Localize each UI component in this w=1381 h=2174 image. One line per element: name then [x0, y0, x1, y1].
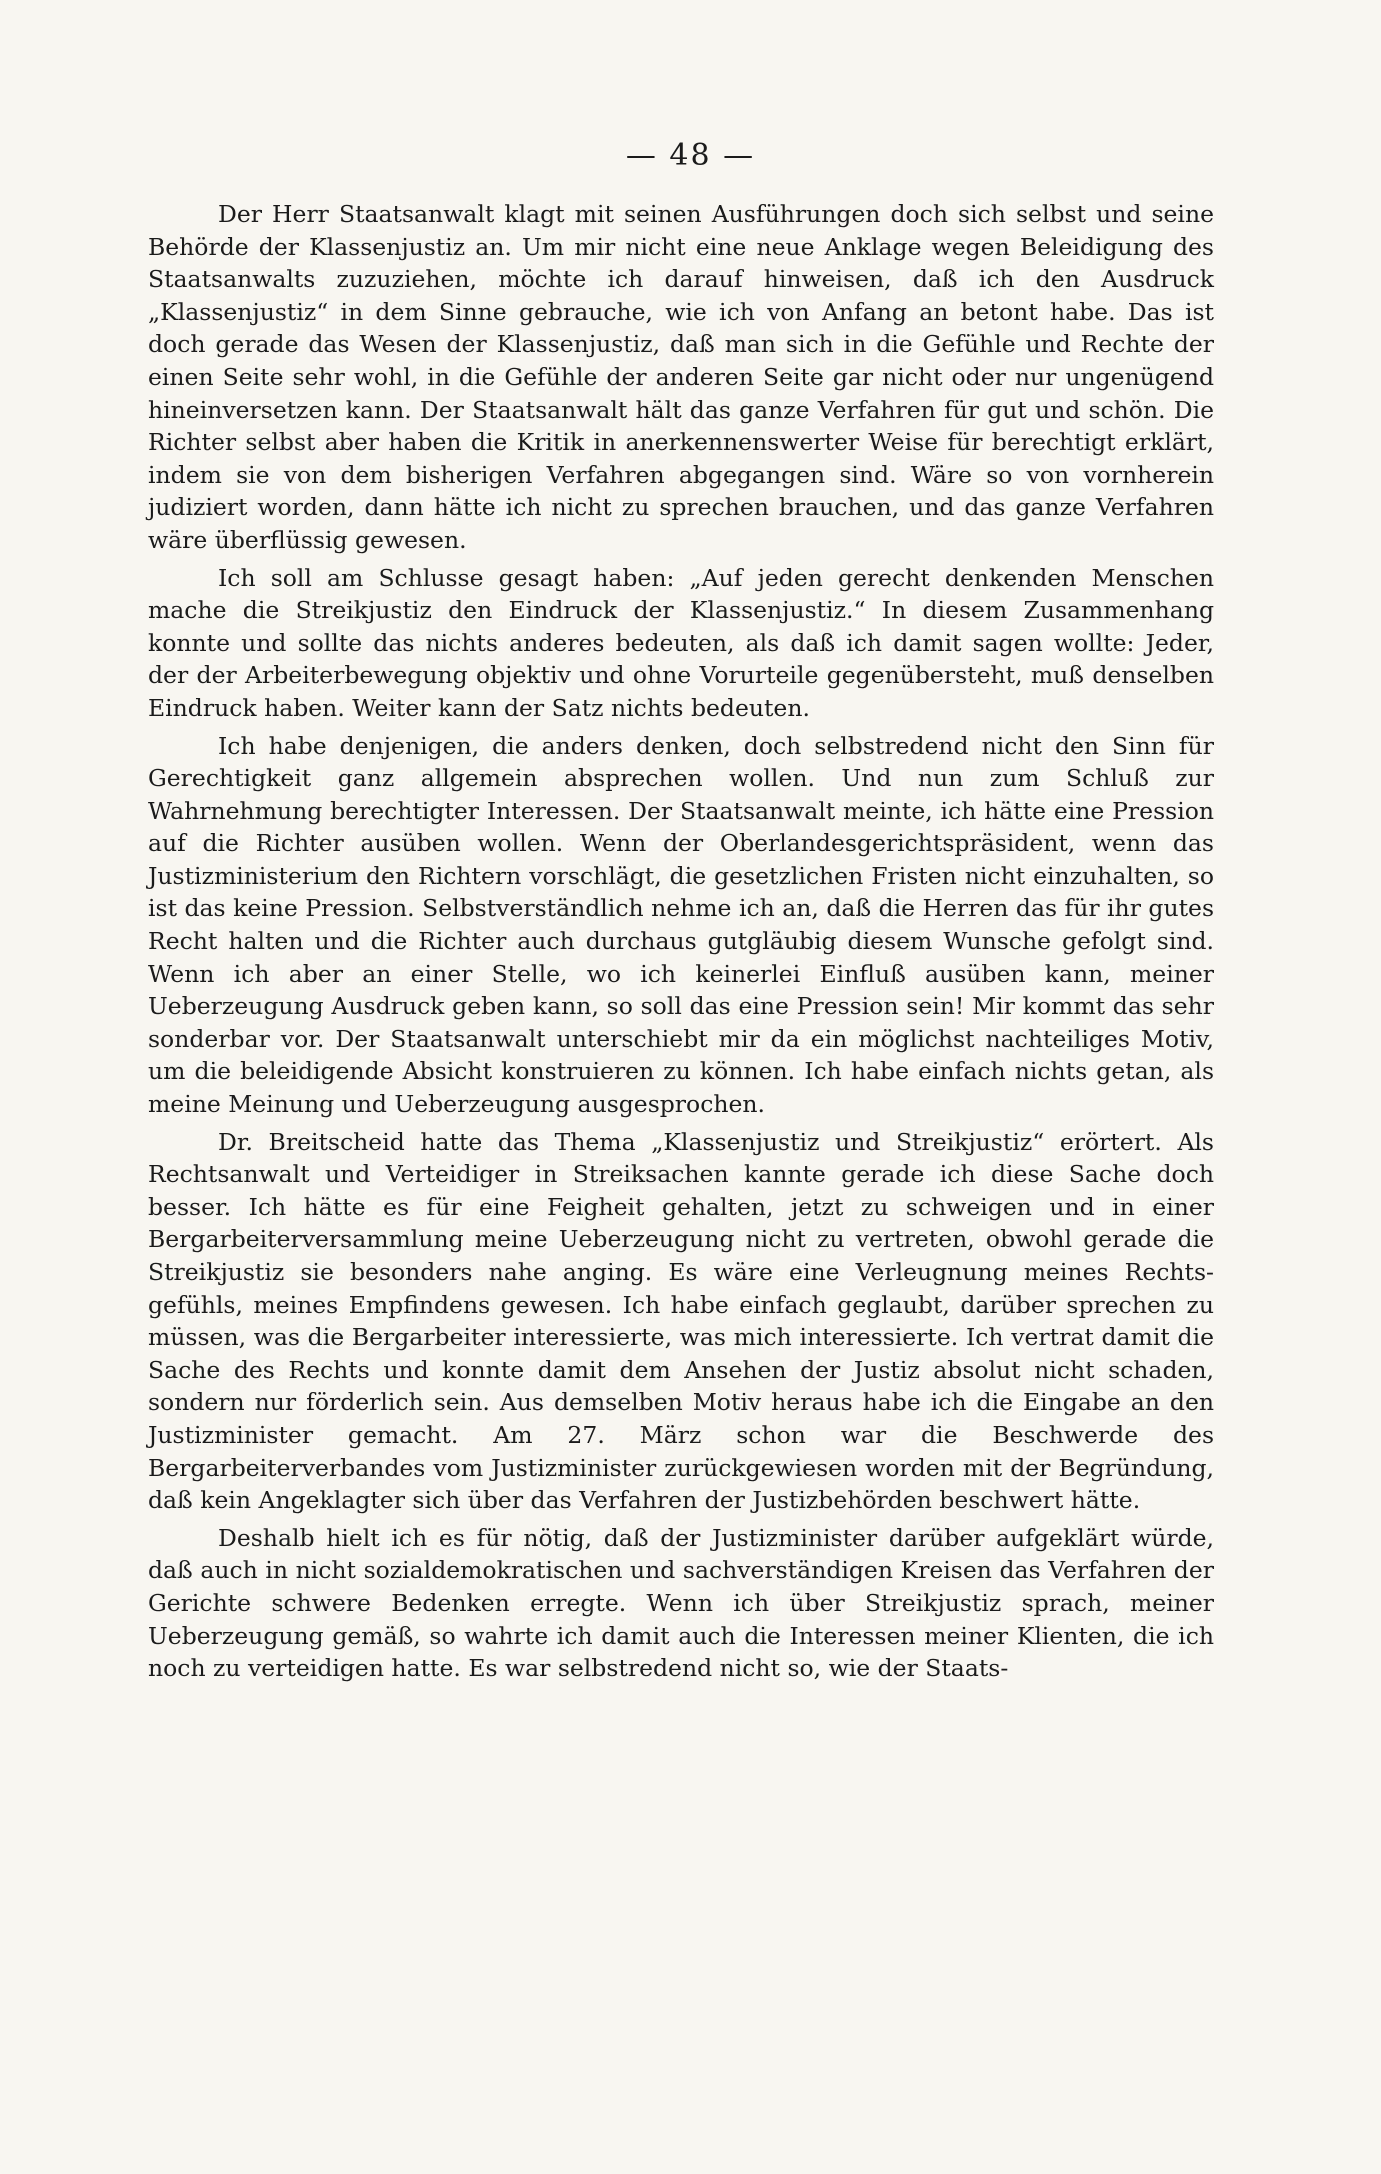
paragraph: Der Herr Staatsanwalt klagt mit seinen Ausführungen doch sich selbst und seine Behörde der Klassenjustiz an. Um mir nicht eine neue Anklage wegen Beleidigung des Staatsanwalts zuzuziehen, möchte ich darauf hinweisen, daß ich den Ausdruck „Klassenjustiz“ in dem Sinne gebrauche, wie ich von Anfang an betont habe. Das ist doch gerade das Wesen der Klassenjustiz, daß man sich in die Gefühle und Rechte der einen Seite sehr wohl, in die Gefühle der anderen Seite gar nicht oder nur ungenügend hineinversetzen kann. Der Staatsanwalt hält das ganze Verfahren für gut und schön. Die Richter selbst aber haben die Kritik in anerkennenswerter Weise für berechtigt erklärt, indem sie von dem bisherigen Verfahren abgegangen sind. Wäre so von vornherein judiziert worden, dann hätte ich nicht zu sprechen brauchen, und das ganze Verfahren wäre überflüssig gewesen.	[148, 200, 1214, 554]
paragraph: Dr. Breitscheid hatte das Thema „Klassenjustiz und Streikjustiz“ erörtert. Als Rechtsanwalt und Verteidiger in Streiksachen kannte gerade ich diese Sache doch besser. Ich hätte es für eine Feigheit gehalten, jetzt zu schweigen und in einer Bergarbeiterversammlung meine Ueberzeugung nicht zu vertreten, obwohl gerade die Streikjustiz sie besonders nahe anging. Es wäre eine Verleugnung meines Rechtsgefühls, meines Empfindens gewesen. Ich habe einfach geglaubt, darüber sprechen zu müssen, was die Bergarbeiter interessierte, was mich interessierte. Ich vertrat damit die Sache des Rechts und konnte damit dem Ansehen der Justiz absolut nicht schaden, sondern nur förderlich sein. Aus demselben Motiv heraus habe ich die Eingabe an den Justizminister gemacht. Am 27. März schon war die Beschwerde des Bergarbeiterverbandes vom Justizminister zurückgewiesen worden mit der Begründung, daß kein Angeklagter sich über das Verfahren der Justizbehörden beschwert hätte.	[148, 1127, 1214, 1515]
paragraph: Deshalb hielt ich es für nötig, daß der Justizminister darüber aufgeklärt würde, daß auch in nicht sozialdemokratischen und sachverständigen Kreisen das Verfahren der Gerichte schwere Bedenken erregte. Wenn ich über Streikjustiz sprach, meiner Ueberzeugung gemäß, so wahrte ich damit auch die Interessen meiner Klienten, die ich noch zu verteidigen hatte. Es war selbstredend nicht so, wie der Staats-	[148, 1523, 1214, 1683]
body-text	[148, 198, 1214, 1685]
paragraph: Ich soll am Schlusse gesagt haben: „Auf jeden gerecht denkenden Menschen mache die Streikjustiz den Eindruck der Klassenjustiz.“ In diesem Zusammenhang konnte und sollte das nichts anderes bedeuten, als daß ich damit sagen wollte: Jeder, der der Arbeiterbewegung objektiv und ohne Vorurteile gegenübersteht, muß denselben Eindruck haben. Weiter kann der Satz nichts bedeuten.	[148, 563, 1214, 722]
page-number: — 48 —	[625, 138, 756, 173]
paragraph: Ich habe denjenigen, die anders denken, doch selbstredend nicht den Sinn für Gerechtigkeit ganz allgemein absprechen wollen. Und nun zum Schluß zur Wahrnehmung berechtigter Interessen. Der Staatsanwalt meinte, ich hätte eine Pression auf die Richter ausüben wollen. Wenn der Oberlandesgerichtspräsident, wenn das Justizministerium den Richtern vorschlägt, die gesetzlichen Fristen nicht einzuhalten, so ist das keine Pression. Selbstverständlich nehme ich an, daß die Herren das für ihr gutes Recht halten und die Richter auch durchaus gutgläubig diesem Wunsche gefolgt sind. Wenn ich aber an einer Stelle, wo ich keinerlei Einfluß ausüben kann, meiner Ueberzeugung Ausdruck geben kann, so soll das eine Pression sein! Mir kommt das sehr sonderbar vor. Der Staatsanwalt unterschiebt mir da ein möglichst nachteiliges Motiv, um die beleidigende Absicht konstruieren zu können. Ich habe einfach nichts getan, als meine Meinung und Ueberzeugung ausgesprochen.	[148, 731, 1214, 1119]
